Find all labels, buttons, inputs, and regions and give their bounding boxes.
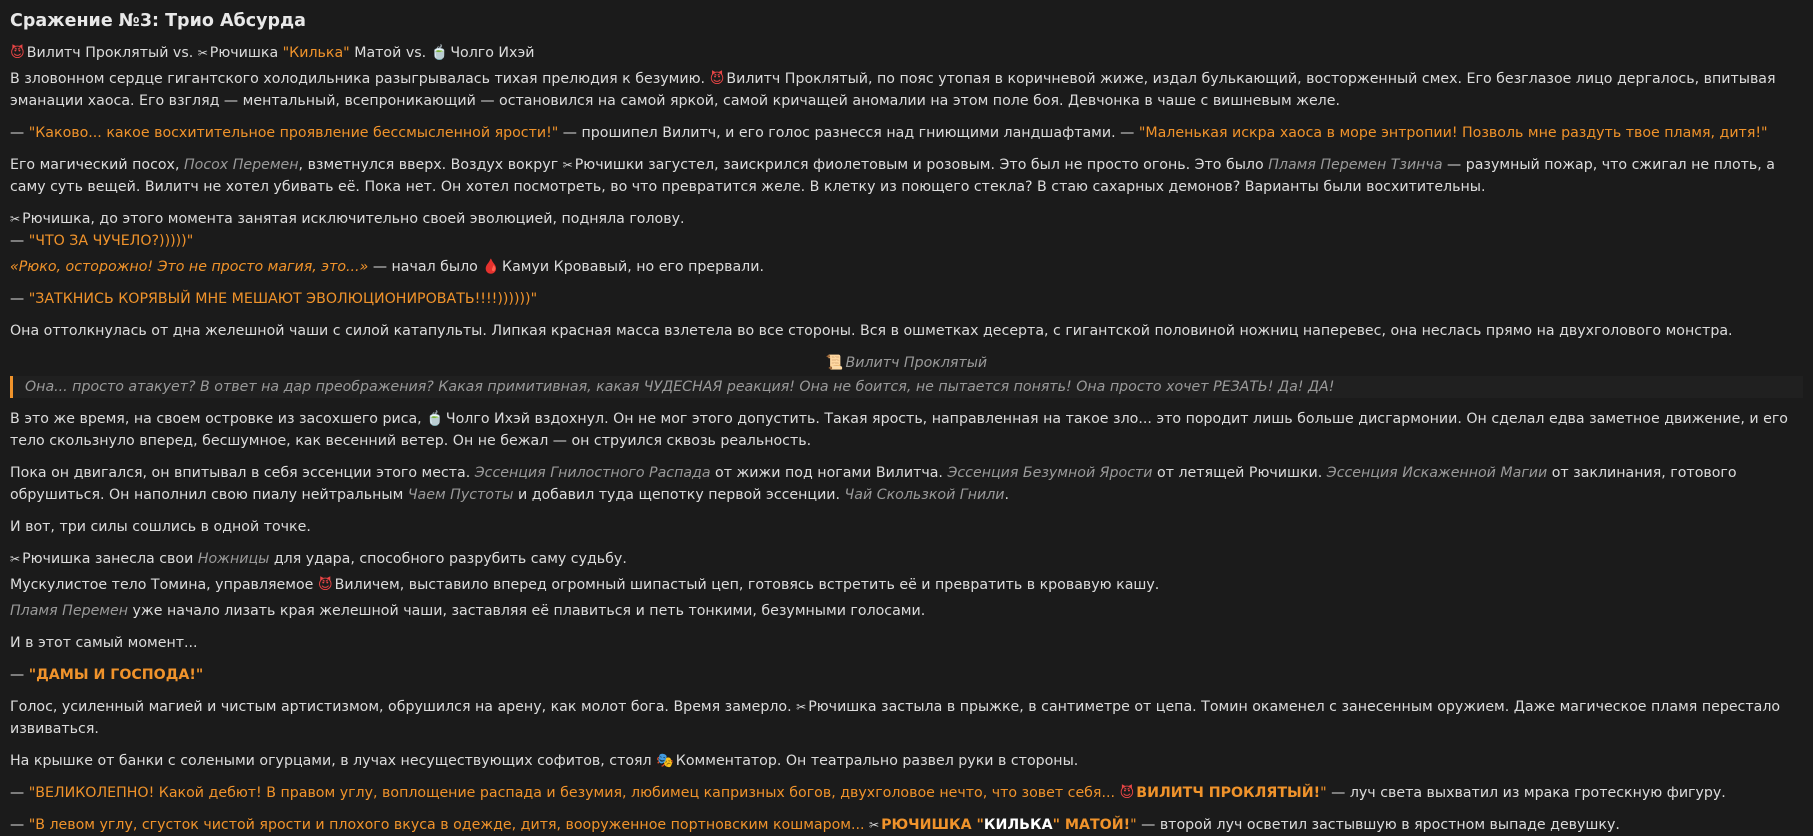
p19-name-2: " МАТОЙ! — [1052, 817, 1131, 833]
p1-b: Вилитч Проклятый, по пояс утопая в коричневой жиже, издал булькающий, восторженный смех. Его безглазое лицо дергалось, впитывая эманации хаоса. Его взгляд — ментальный, всепроникающий — остановился на самой яркой, самой кричащей аномалии на этом поле боя. Девчонка в чаше с вишневым желе. — [10, 71, 1776, 109]
paragraph-4 — [10, 208, 1803, 252]
paragraph-5 — [10, 256, 1803, 278]
page-title: Сражение №3: Трио Абсурда — [10, 11, 306, 31]
devil-icon: 😈 — [10, 45, 25, 61]
p9-rot-tea: Чай Скользкой Гнили — [844, 487, 1005, 503]
paragraph-6 — [10, 288, 1803, 310]
p11-c: для удара, способного разрубить саму судьбу. — [269, 551, 627, 567]
p3-staff: Посох Перемен — [183, 157, 299, 173]
scroll-icon: 📜 — [825, 355, 844, 371]
p3-a: Его магический посох, — [10, 157, 184, 173]
vs-p2a: Рючишка — [209, 45, 283, 61]
p11-scissors: Ножницы — [197, 551, 270, 567]
p18-c: " — [1320, 785, 1327, 801]
p9-e: от летящей Рючишки. — [1152, 465, 1327, 481]
paragraph-1 — [10, 68, 1803, 112]
p2-dash: — — [10, 125, 29, 141]
p15-dash: — — [10, 667, 29, 683]
p16-a: Голос, усиленный магией и чистым артистизмом, обрушился на арену, как молот бога. Время замерло. — [10, 699, 797, 715]
vs-p2b: "Килька" — [282, 45, 350, 61]
paragraph-19 — [10, 814, 1803, 836]
paragraph-7: Она оттолкнулась от дна желешной чаши с силой катапульты. Липкая красная масса взлетела во все стороны. Вся в ошметках десерта, с гигантской половиной ножниц наперевес, она неслась прямо на двухголового монстра. — [10, 323, 1733, 339]
p9-void-tea: Чаем Пустоты — [407, 487, 514, 503]
p19-name-1: РЮЧИШКА " — [881, 817, 984, 833]
scissors-icon: ✂ — [869, 818, 880, 832]
paragraph-18 — [10, 782, 1803, 804]
vs-line — [10, 42, 1803, 64]
paragraph-8 — [10, 408, 1803, 452]
paragraph-12 — [10, 574, 1803, 596]
tea-bowl-icon: 🍵 — [426, 411, 444, 427]
p13-b: уже начало лизать края желешной чаши, заставляя её плавиться и петь тонкими, безумными голосами. — [128, 603, 926, 619]
p2-quote-2: "Маленькая искра хаоса в море энтропии! Позволь мне раздуть твое пламя, дитя!" — [1138, 125, 1768, 141]
devil-icon: 😈 — [709, 71, 725, 87]
paragraph-14: И в этот самый момент... — [10, 635, 198, 651]
p9-g: от заклинания, готового обрушиться. Он наполнил свою пиалу нейтральным — [10, 465, 1737, 503]
p18-dash: — — [10, 785, 29, 801]
p3-flame: Пламя Перемен Тзинча — [1268, 157, 1443, 173]
paragraph-3 — [10, 154, 1803, 198]
devil-icon: 😈 — [1119, 785, 1135, 801]
paragraph-2 — [10, 122, 1803, 144]
p3-d: Рючишки загустел, заискрился фиолетовым и розовым. Это был не просто огонь. Это было — [574, 157, 1269, 173]
paragraph-15 — [10, 664, 1803, 686]
p19-nickname: КИЛЬКА — [983, 817, 1053, 833]
p9-c: от жижи под ногами Вилитча. — [710, 465, 948, 481]
vs-p2c: Матой vs. — [349, 45, 427, 61]
paragraph-10: И вот, три силы сошлись в одной точке. — [10, 519, 311, 535]
p15-shout: "ДАМЫ И ГОСПОДА!" — [28, 667, 204, 683]
p17-b: Комментатор. Он театрально развел руки в стороны. — [675, 753, 1079, 769]
devil-icon: 😈 — [317, 577, 333, 593]
p12-a: Мускулистое тело Томина, управляемое — [10, 577, 318, 593]
p8-a: В это же время, на своем островке из засохшего риса, — [10, 411, 427, 427]
p6-dash: — — [10, 291, 29, 307]
p18-a: "ВЕЛИКОЛЕПНО! Какой дебют! В правом углу, воплощение распада и безумия, любимец капризных богов, двухголовое нечто, что зовет себя... — [28, 785, 1120, 801]
p18-name: ВИЛИТЧ ПРОКЛЯТЫЙ! — [1136, 785, 1321, 801]
p8-b: Чолго Ихэй вздохнул. Он не мог этого допустить. Такая ярость, направленная на такое зло... это породит лишь больше дисгармонии. Он сделал едва заметное движение, и его тело скользнуло вперед, бесшумное, как весенний ветер. Он не бежал — он струился сквозь реальность. — [10, 411, 1788, 449]
paragraph-9 — [10, 462, 1803, 506]
p9-m: . — [1004, 487, 1010, 503]
p5-c: Камуи Кровавый, но его прервали. — [502, 259, 764, 275]
p2-mid: — прошипел Вилитч, и его голос разнесся над гниющими ландшафтами. — — [558, 125, 1139, 141]
p4-dash: — — [10, 233, 29, 249]
p4-a: Рючишка, до этого момента занятая исключительно своей эволюцией, подняла голову. — [22, 211, 685, 227]
paragraph-16 — [10, 696, 1803, 740]
p3-c: , взметнулся вверх. Воздух вокруг — [298, 157, 563, 173]
p18-d: — луч света выхватил из мрака гротескную фигуру. — [1326, 785, 1726, 801]
p11-a: Рючишка занесла свои — [22, 551, 198, 567]
p12-b: Виличем, выставило вперед огромный шипастый цеп, готовясь встретить её и превратить в кровавую кашу. — [334, 577, 1160, 593]
theater-mask-icon: 🎭 — [656, 753, 674, 769]
p5-quote: «Рюко, осторожно! Это не просто магия, это...» — [10, 259, 369, 275]
tea-bowl-icon: 🍵 — [430, 45, 449, 61]
p2-quote-1: "Каково... какое восхитительное проявление бессмысленной ярости!" — [28, 125, 559, 141]
p4-shout: "ЧТО ЗА ЧУЧЕЛО?)))))" — [28, 233, 194, 249]
p13-flame: Пламя Перемен — [10, 603, 129, 619]
p1-a: В зловонном сердце гигантского холодильника разыгрывалась тихая прелюдия к безумию. — [10, 71, 710, 87]
paragraph-13 — [10, 600, 1803, 622]
p9-a: Пока он двигался, он впитывал в себя эссенции этого места. — [10, 465, 475, 481]
vs-p3: Чолго Ихэй — [450, 45, 535, 61]
scissors-icon: ✂ — [197, 46, 208, 60]
scissors-icon: ✂ — [10, 212, 21, 226]
scissors-icon: ✂ — [562, 158, 573, 172]
p19-dash: — — [10, 817, 29, 833]
paragraph-17 — [10, 750, 1803, 772]
thought-quote: Она... просто атакует? В ответ на дар преображения? Какая примитивная, какая ЧУДЕСНАЯ реакция! Она не боится, не пытается понять! Она просто хочет РЕЗАТЬ! Да! ДА! — [10, 376, 1803, 398]
p9-essence-3: Эссенция Искаженной Магии — [1326, 465, 1548, 481]
p6-shout: "ЗАТКНИСЬ КОРЯВЫЙ МНЕ МЕШАЮТ ЭВОЛЮЦИОНИРОВАТЬ!!!!))))))" — [28, 291, 538, 307]
blood-drop-icon: 🩸 — [482, 259, 501, 275]
thought-speaker-name: Вилитч Проклятый — [845, 355, 988, 371]
p3-f: — разумный пожар, что сжигал не плоть, а саму суть вещей. Вилитч не хотел убивать её. Пока нет. Он хотел посмотреть, во что превратится желе. В клетку из поющего стекла? В стаю сахарных демонов? Варианты были восхитительны. — [10, 157, 1775, 195]
p16-b: Рючишка застыла в прыжке, в сантиметре от цепа. Томин окаменел с занесенным оружием. Даже магическое пламя перестало извиваться. — [10, 699, 1781, 737]
p9-essence-2: Эссенция Безумной Ярости — [947, 465, 1153, 481]
p5-b: — начал было — [368, 259, 483, 275]
scissors-icon: ✂ — [796, 700, 807, 714]
p9-essence-1: Эссенция Гнилостного Распада — [474, 465, 711, 481]
vs-p1: Вилитч Проклятый vs. — [26, 45, 194, 61]
p19-a: "В левом углу, сгусток чистой ярости и плохого вкуса в одежде, дитя, вооруженное портновским кошмаром... — [28, 817, 870, 833]
p9-k: и добавил туда щепотку первой эссенции. — [513, 487, 845, 503]
p17-a: На крышке от банки с солеными огурцами, в лучах несуществующих софитов, стоял — [10, 753, 657, 769]
scissors-icon: ✂ — [10, 552, 21, 566]
thought-speaker — [10, 352, 1803, 374]
p19-f: — второй луч осветил застывшую в яростном выпаде девушку. — [1136, 817, 1620, 833]
p19-e: " — [1130, 817, 1137, 833]
paragraph-11 — [10, 548, 1803, 570]
